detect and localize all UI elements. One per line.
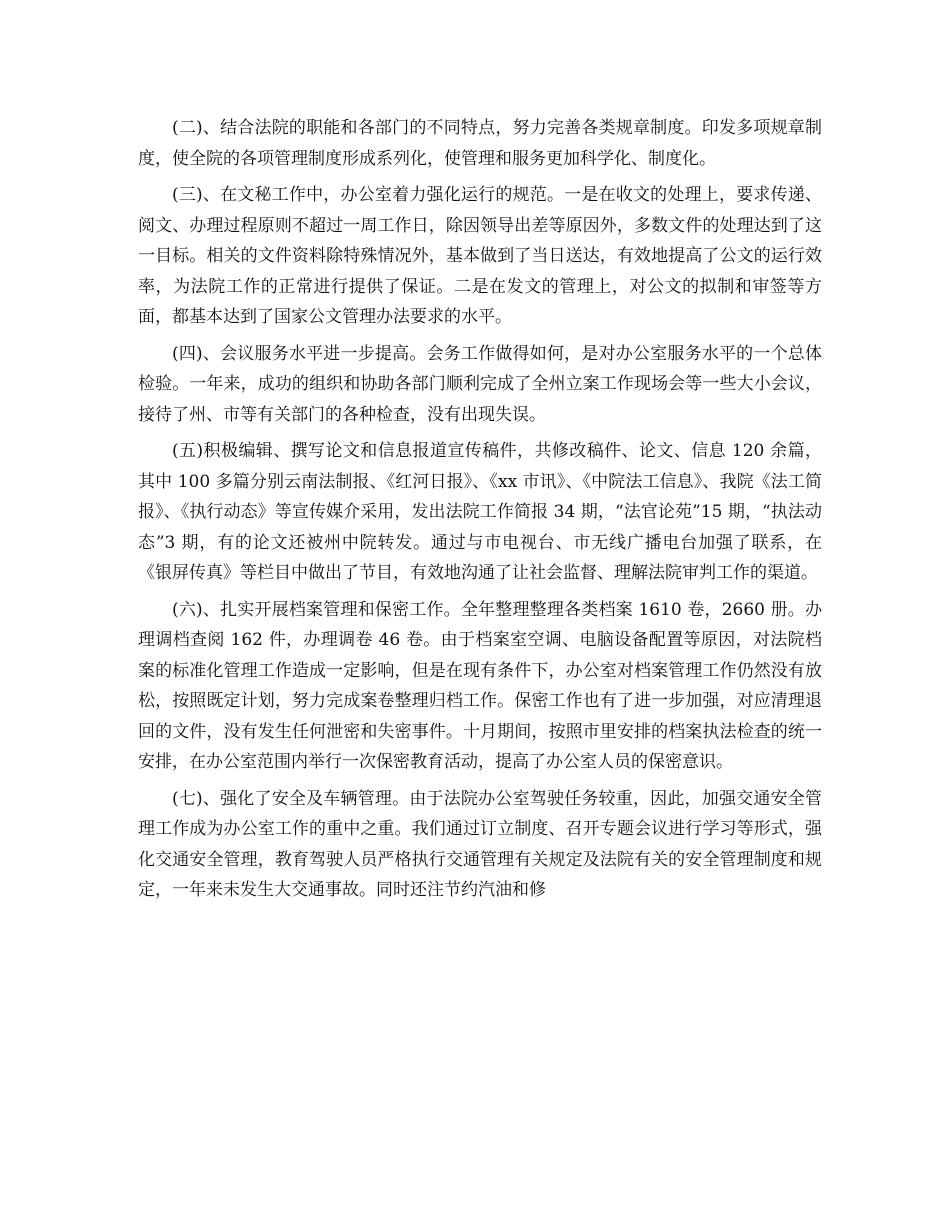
paragraph-secretarial-work: (三)、在文秘工作中，办公室着力强化运行的规范。一是在收文的处理上，要求传递、阅文、办理过程原则不超过一周工作日，除因领导出差等原因外，多数文件的处理达到了这一目标。相关的文件资料除特殊情况外，基本做到了当日送达，有效地提高了公文的运行效率，为法院工作的正常进行提供了保证。二是在发文的管理上，对公文的拟制和审签等方面，都基本达到了国家公文管理办法要求的水平。 xyxy=(138,185,822,327)
document-body xyxy=(138,113,822,912)
paragraph-regulations: (二)、结合法院的职能和各部门的不同特点，努力完善各类规章制度。印发多项规章制度，使全院的各项管理制度形成系列化，使管理和服务更加科学化、制度化。 xyxy=(138,118,822,169)
paragraph-archives-confidentiality: (六)、扎实开展档案管理和保密工作。全年整理整理各类档案 1610 卷，2660 册。办理调档查阅 162 件，办理调卷 46 卷。由于档案室空调、电脑设备配置等原因，对法院档案的标准化管理工作造成一定影响，但是在现有条件下，办公室对档案管理工作仍然没有放松，按照既定计划，努力完成案卷整理归档工作。保密工作也有了进一步加强，对应清理退回的文件，没有发生任何泄密和失密事件。十月期间，按照市里安排的档案执法检查的统一安排，在办公室范围内举行一次保密教育活动，提高了办公室人员的保密意识。 xyxy=(138,599,822,772)
paragraph-meeting-service: (四)、会议服务水平进一步提高。会务工作做得如何，是对办公室服务水平的一个总体检验。一年来，成功的组织和协助各部门顺利完成了全州立案工作现场会等一些大小会议，接待了州、市等有关部门的各种检查，没有出现失误。 xyxy=(138,343,822,425)
paragraph-safety-vehicles: (七)、强化了安全及车辆管理。由于法院办公室驾驶任务较重，因此，加强交通安全管理工作成为办公室工作的重中之重。我们通过订立制度、召开专题会议进行学习等形式，强化交通安全管理，教育驾驶人员严格执行交通管理有关规定及法院有关的安全管理制度和规定，一年来未发生大交通事故。同时还注节约汽油和修 xyxy=(138,788,822,900)
paragraph-publicity-writing: (五)积极编辑、撰写论文和信息报道宣传稿件，共修改稿件、论文、信息 120 余篇，其中 100 多篇分别云南法制报、《红河日报》、《xx 市讯》、《中院法工信息》、我院《法工简报》、《执行动态》等宣传媒介采用，发出法院工作简报 34 期，“法官论苑”15 期，“执法动态”3 期，有的论文还被州中院转发。通过与市电视台、市无线广播电台加强了联系，在《银屏传真》等栏目中做出了节目，有效地沟通了让社会监督、理解法院审判工作的渠道。 xyxy=(138,441,822,583)
